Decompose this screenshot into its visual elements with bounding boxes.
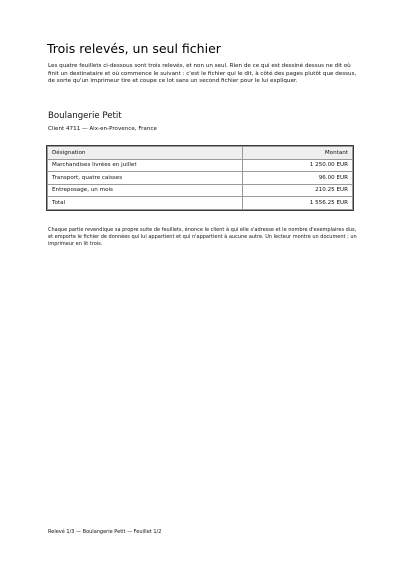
ledger-table	[47, 146, 353, 210]
header-montant: Montant	[243, 147, 353, 160]
total-amount: 1 556.25 EUR	[243, 197, 353, 210]
page-footer: Relevé 1/3 — Boulangerie Petit — Feuillet 1/2	[48, 529, 162, 535]
row-amount: 1 250.00 EUR	[243, 159, 353, 172]
client-name: Boulangerie Petit	[48, 111, 122, 121]
table-row	[48, 159, 353, 172]
note-paragraph: Chaque partie revendique sa propre suite de feuillets, énonce le client à qui elle s'adresse et le nombre d'exemplaires dus, et emporte le fichier de données qui lui appartient et qui n'appartient à aucune autre. Un lecteur montre un document ; un imprimeur en lit trois.	[48, 227, 357, 247]
table-row	[48, 184, 353, 197]
row-label: Entreposage, un mois	[48, 184, 243, 197]
row-label: Marchandises livrées en juillet	[48, 159, 243, 172]
row-amount: 96.00 EUR	[243, 172, 353, 185]
total-label: Total	[48, 197, 243, 210]
page-title: Trois relevés, un seul fichier	[47, 41, 221, 56]
row-label: Transport, quatre caisses	[48, 172, 243, 185]
row-amount: 210.25 EUR	[243, 184, 353, 197]
client-meta: Client 4711 — Aix-en-Provence, France	[48, 126, 157, 132]
ledger-header-row	[48, 147, 353, 160]
total-row	[48, 197, 353, 210]
intro-paragraph: Les quatre feuillets ci-dessous sont trois relevés, et non un seul. Rien de ce qui est dessiné dessus ne dit où finit un destinataire et où commence le suivant : c'est le fichier qui le dit, à côté des pages plutôt que dessus, de sorte qu'un imprimeur tire et coupe ce lot sans un second fichier pour le lui expliquer.	[48, 63, 357, 84]
header-designation: Désignation	[48, 147, 243, 160]
table-row	[48, 172, 353, 185]
